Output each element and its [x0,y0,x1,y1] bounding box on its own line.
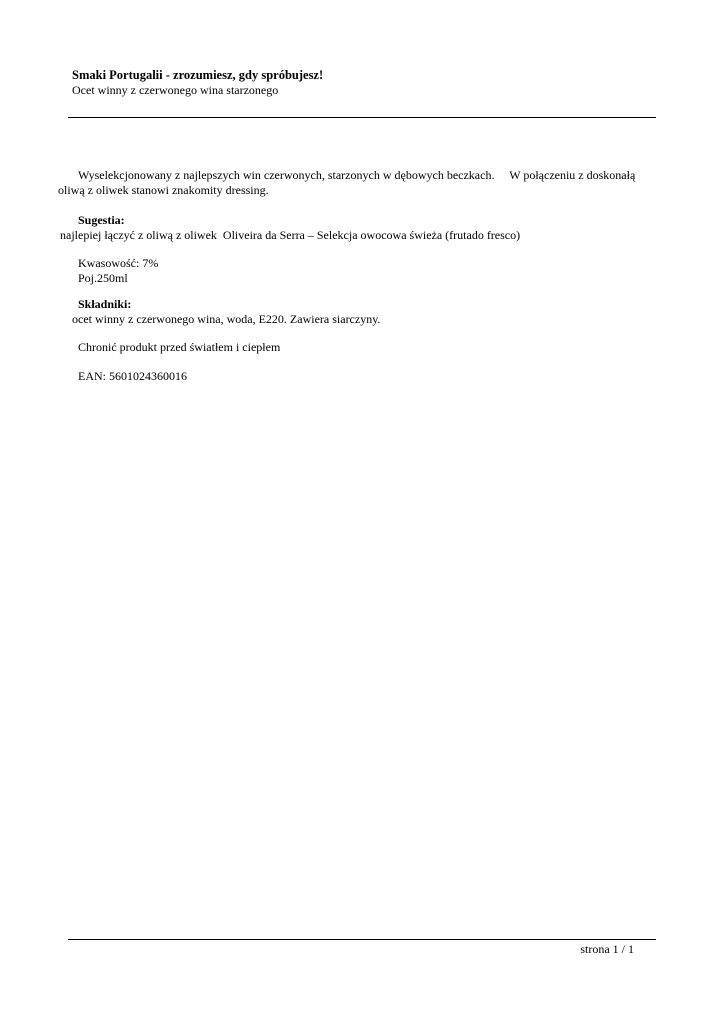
document-body [58,168,662,383]
spacer [72,326,662,340]
ingredients-text: ocet winny z czerwonego wina, woda, E220. Zawiera siarczyny. [72,311,381,326]
spacer [72,285,662,297]
suggestion-heading: Sugestia: [78,213,125,227]
suggestion-text: najlepiej łączyć z oliwą z oliwek Oliveira da Serra – Selekcja owocowa świeża (frutado fresco) [60,227,521,242]
spacer [72,242,662,256]
ingredients-heading: Składniki: [78,297,132,311]
document-title: Smaki Portugalii - zrozumiesz, gdy spróbujesz! [72,68,324,82]
ean-code: EAN: 5601024360016 [78,368,187,383]
footer-divider [68,939,656,940]
header-divider [68,117,656,118]
page-number: strona 1 / 1 [580,942,634,956]
acidity-value: Kwasowość: 7% [78,256,159,270]
intro-line-1: Wyselekcjonowany z najlepszych win czerwonych, starzonych w dębowych beczkach. W połączeniu z doskonałą [78,168,636,182]
spacer [72,197,662,213]
volume-value: Poj.250ml [78,270,128,285]
intro-line-2: oliwą z oliwek stanowi znakomity dressing. [58,182,269,197]
storage-note: Chronić produkt przed światłem i ciepłem [78,340,281,354]
spacer [72,355,662,369]
document-subtitle: Ocet winny z czerwonego wina starzonego [72,83,279,97]
document-header [72,68,656,97]
